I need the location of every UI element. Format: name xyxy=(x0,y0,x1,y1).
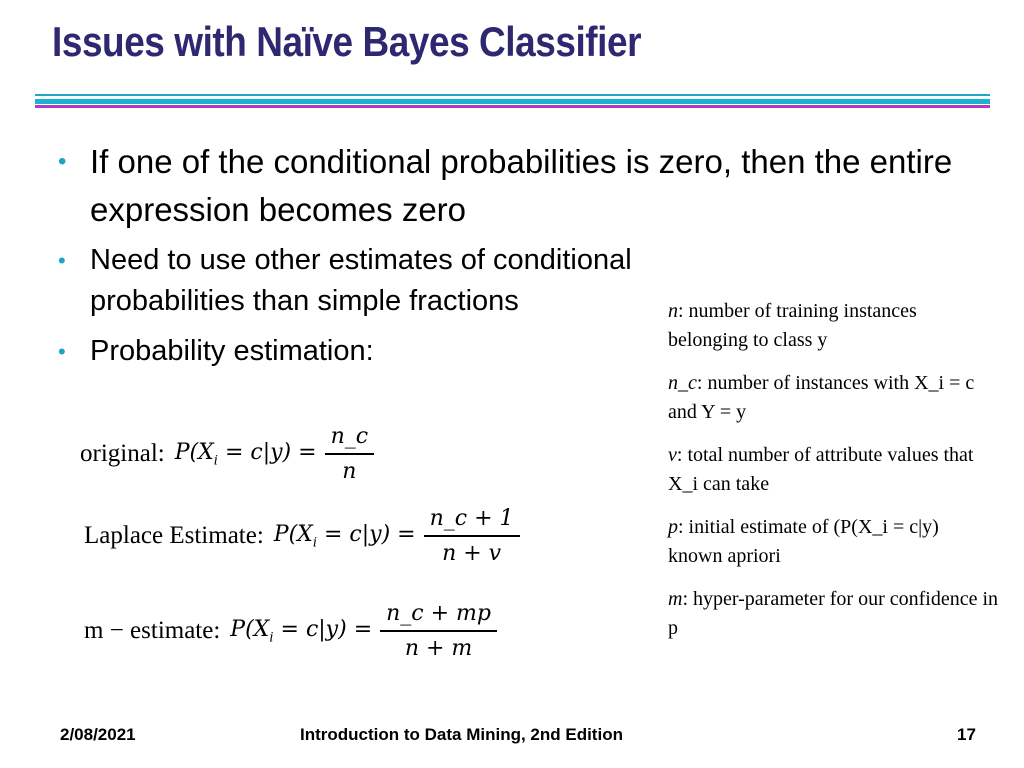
definition-item xyxy=(668,585,998,643)
definition-term: n xyxy=(668,300,678,322)
definition-term: n_c xyxy=(668,372,697,394)
definition-term: p xyxy=(668,516,678,538)
fraction-denominator: n + v xyxy=(442,541,502,566)
definition-term: v xyxy=(668,444,677,466)
formula-fraction xyxy=(380,601,497,661)
bullet-icon: • xyxy=(58,339,66,364)
bullet-item xyxy=(58,138,958,234)
definition-text: : number of instances with X_i = c and Y = y xyxy=(668,372,975,423)
footer-date: 2/08/2021 xyxy=(60,725,136,744)
fraction-denominator: n + m xyxy=(404,636,473,661)
formula-label: Laplace Estimate: xyxy=(84,522,264,549)
formula-label: original: xyxy=(80,440,165,467)
formula-laplace xyxy=(84,506,520,566)
title-rule-bottom xyxy=(35,105,990,108)
formula-lhs: $P(X_i = c|y)$ = xyxy=(273,521,416,551)
title-rule-top xyxy=(35,94,990,96)
bullet-text: Need to use other estimates of conditional probabilities than simple fractions xyxy=(90,244,632,317)
bullet-text: If one of the conditional probabilities is zero, then the entire expression becomes zero xyxy=(90,143,953,228)
definitions-panel xyxy=(668,297,998,657)
footer-title: Introduction to Data Mining, 2nd Edition xyxy=(300,725,623,744)
formula-lhs: $P(X_i = c|y)$ = xyxy=(230,616,373,646)
fraction-numerator: n_c + 1 xyxy=(424,506,520,537)
bullet-text: Probability estimation: xyxy=(90,335,374,367)
definition-item xyxy=(668,441,998,499)
bullet-icon: • xyxy=(58,148,67,175)
definition-term: m xyxy=(668,588,683,610)
fraction-numerator: n_c + mp xyxy=(380,601,497,632)
fraction-numerator: n_c xyxy=(325,424,375,455)
bullet-icon: • xyxy=(58,248,66,273)
formula-lhs: $P(X_i = c|y)$ = xyxy=(174,439,317,469)
formula-fraction xyxy=(424,506,520,566)
definition-item xyxy=(668,513,998,571)
formula-fraction xyxy=(325,424,375,484)
slide-title: Issues with Naïve Bayes Classifier xyxy=(52,18,642,65)
definition-text: : total number of attribute values that X_i can take xyxy=(668,444,974,495)
definition-text: : number of training instances belonging to class y xyxy=(668,300,917,351)
formula-original xyxy=(80,424,374,484)
fraction-denominator: n xyxy=(342,459,357,484)
definition-item xyxy=(668,297,998,355)
definition-text: : hyper-parameter for our confidence in p xyxy=(668,588,999,639)
definition-text: : initial estimate of (P(X_i = c|y) known apriori xyxy=(668,516,939,567)
footer-page-number: 17 xyxy=(957,725,976,744)
formula-label: m − estimate: xyxy=(84,617,221,644)
definition-item xyxy=(668,369,998,427)
formula-m-estimate xyxy=(84,601,497,661)
title-rule-middle xyxy=(35,99,990,104)
